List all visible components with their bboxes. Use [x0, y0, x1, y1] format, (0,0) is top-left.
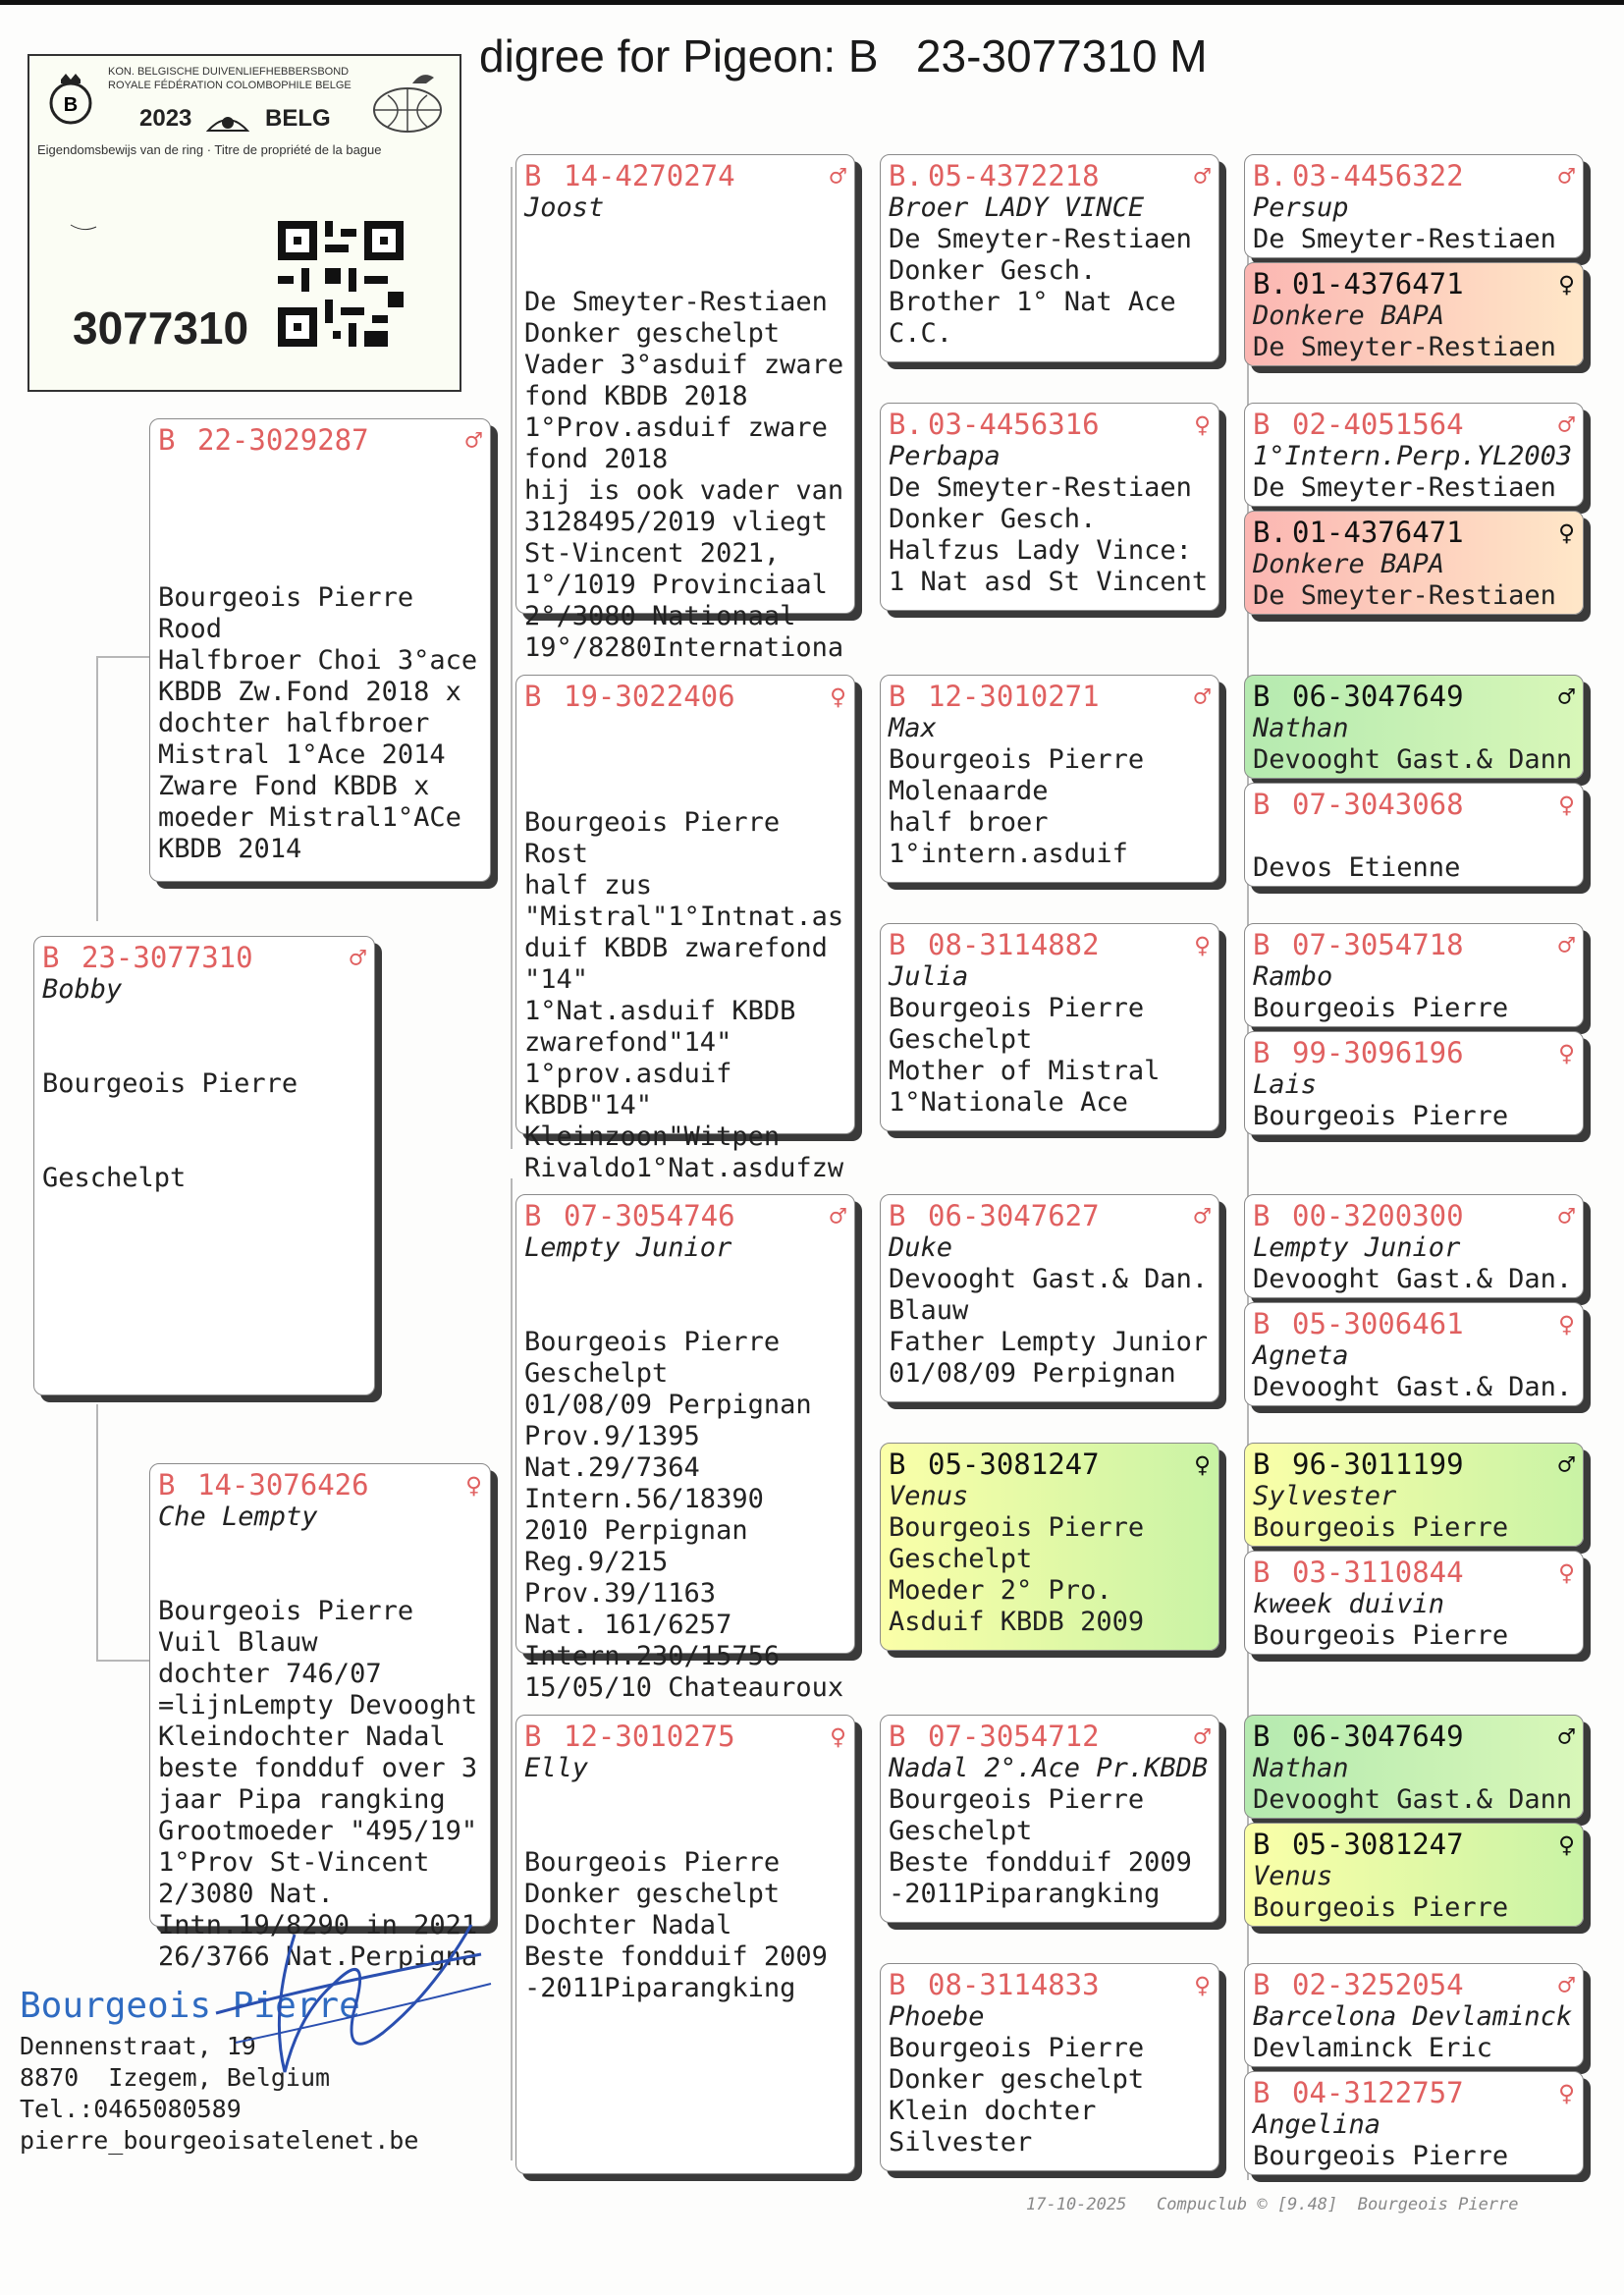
male-sex-icon: ♂ [830, 160, 846, 192]
card-header: B 04-3122757 ♀ [1253, 2076, 1575, 2109]
card-header: B 19-3022406 ♀ [524, 680, 846, 713]
ring-number: 07-3054712 [928, 1720, 1100, 1753]
card-header: B 03-3110844 ♀ [1253, 1556, 1575, 1589]
ring-number: 05-3081247 [928, 1448, 1100, 1481]
pigeon-name: Lempty Junior [524, 1232, 732, 1263]
card-header: B 07-3054746 ♂ [524, 1199, 846, 1232]
pigeon-card-mother [149, 1463, 491, 1972]
owner-email[interactable]: pierre_bourgeoisatelenet.be [20, 2126, 419, 2155]
footer-credits: 17-10-2025 Compuclub © [9.48] Bourgeois Pierre [1026, 2195, 1519, 2214]
federation-name-nl: KON. BELGISCHE DUIVENLIEFHEBBERSBOND [108, 66, 350, 78]
card-details: Bourgeois Pierre Geschelpt [42, 1068, 298, 1193]
pigeon-card-great-grandparent [880, 1194, 1219, 1402]
ring-number: 96-3011199 [1292, 1448, 1464, 1481]
pigeon-card-great-grandparent [880, 1715, 1219, 1923]
pigeon-card-ggg [1244, 1715, 1584, 1819]
pigeon-card-ggg [1244, 1302, 1584, 1406]
connector-line [96, 1404, 98, 1660]
connector-line [511, 1178, 513, 2160]
pigeon-card-ggg [1244, 154, 1584, 258]
card-header: B 08-3114833 ♀ [889, 1968, 1211, 2001]
pigeon-card-great-grandparent [880, 1443, 1219, 1651]
ring-number: 05-4372218 [928, 159, 1100, 192]
kbdb-logo-icon [41, 70, 100, 129]
svg-text:B: B [63, 94, 79, 116]
pigeon-owner: De Smeyter-Restiaen [1253, 472, 1556, 503]
pigeon-card-great-grandparent [880, 675, 1219, 883]
connector-line [96, 656, 98, 921]
pigeon-name: Nathan [1253, 1753, 1349, 1783]
male-sex-icon: ♂ [1194, 160, 1211, 192]
female-sex-icon: ♀ [1194, 1969, 1211, 2001]
pigeon-name: Bobby [42, 974, 123, 1005]
ring-year: 2023 [139, 105, 192, 132]
ring-number: 14-4270274 [564, 159, 735, 192]
card-header: B 99-3096196 ♀ [1253, 1036, 1575, 1069]
female-sex-icon: ♀ [1558, 268, 1575, 301]
card-header: B. 05-4372218 ♂ [889, 159, 1211, 192]
pigeon-owner: Devooght Gast.& Dan. [1253, 1372, 1573, 1402]
card-header: B 96-3011199 ♂ [1253, 1448, 1575, 1481]
ring-number: 07-3054718 [1292, 928, 1464, 961]
ring-number: 08-3114833 [928, 1968, 1100, 2001]
connector-line [96, 656, 149, 658]
card-header: B 07-3043068 ♀ [1253, 788, 1575, 821]
card-header: B 07-3054718 ♂ [1253, 928, 1575, 961]
ring-number: 07-3043068 [1292, 788, 1464, 821]
ring-number: 23-3077310 [81, 941, 253, 974]
pigeon-owner: Bourgeois Pierre [1253, 1101, 1509, 1131]
female-sex-icon: ♀ [1194, 1448, 1211, 1481]
pigeon-card-great-grandparent [880, 154, 1219, 362]
pigeon-card-father [149, 418, 491, 882]
male-sex-icon: ♂ [465, 424, 482, 457]
pigeon-name: Donkere BAPA [1253, 301, 1445, 331]
female-sex-icon: ♀ [1558, 2077, 1575, 2109]
pigeon-card-grandparent [515, 675, 855, 1183]
ring-number: 03-4456322 [1292, 159, 1464, 192]
female-sex-icon: ♀ [1558, 1829, 1575, 1861]
pigeon-card-great-grandparent [880, 1963, 1219, 2171]
male-sex-icon: ♂ [1558, 681, 1575, 713]
pigeon-owner: Devooght Gast.& Dann [1253, 1784, 1573, 1815]
pigeon-name: Persup [1253, 192, 1349, 223]
card-header: B 14-3076426 ♀ [158, 1468, 482, 1502]
female-sex-icon: ♀ [1558, 789, 1575, 821]
card-details: Devooght Gast.& Dan. Blauw Father Lempty Junior 01/08/09 Perpignan [889, 1264, 1209, 1389]
female-sex-icon: ♀ [1558, 1037, 1575, 1069]
pigeon-name: Che Lempty [158, 1502, 318, 1532]
pigeon-name: Lais [1253, 1069, 1318, 1100]
ring-certificate [27, 54, 461, 392]
pigeon-name: Phoebe [889, 2001, 985, 2032]
card-header: B. 03-4456322 ♂ [1253, 159, 1575, 192]
pigeon-card-subject [33, 936, 375, 1395]
pigeon-name: Angelina [1253, 2109, 1381, 2140]
card-header: B 02-3252054 ♂ [1253, 1968, 1575, 2001]
card-header: B 06-3047649 ♂ [1253, 1720, 1575, 1753]
pigeon-name [158, 457, 482, 488]
card-details: Bourgeois Pierre Rost half zus "Mistral"1°Intnat.as duif KBDB zwarefond "14" 1°Nat.asduif KBDB zwarefond"14" 1°prov.asduif KBDB"14" Kleinzoon"Witpen Rivaldo1°Nat.asdufzw [524, 807, 844, 1183]
card-details: Bourgeois Pierre Geschelpt Moeder 2° Pro. Asduif KBDB 2009 [889, 1512, 1145, 1637]
pigeon-card-ggg [1244, 1443, 1584, 1547]
pigeon-owner: Devooght Gast.& Dan. [1253, 1264, 1573, 1294]
pigeon-card-grandparent [515, 154, 855, 663]
pigeon-name: Nadal 2°.Ace Pr.KBDB [889, 1753, 1209, 1783]
owner-street: Dennenstraat, 19 [20, 2032, 256, 2060]
card-header: B 14-4270274 ♂ [524, 159, 846, 192]
female-sex-icon: ♀ [465, 1469, 482, 1502]
pigeon-card-ggg [1244, 675, 1584, 779]
ring-number: 02-4051564 [1292, 408, 1464, 441]
male-sex-icon: ♂ [1558, 1721, 1575, 1753]
female-sex-icon: ♀ [1558, 1557, 1575, 1589]
male-sex-icon: ♂ [1558, 1448, 1575, 1481]
female-sex-icon: ♀ [1194, 929, 1211, 961]
pigeon-name: Sylvester [1253, 1481, 1397, 1511]
ring-number: 08-3114882 [928, 928, 1100, 961]
pigeon-card-ggg [1244, 2071, 1584, 2175]
female-sex-icon: ♀ [830, 1721, 846, 1753]
card-details: Bourgeois Pierre Rood Halfbroer Choi 3°ace KBDB Zw.Fond 2018 x dochter halfbroer Mistral 1°Ace 2014 Zware Fond KBDB x moeder Mistral1°ACe KBDB 2014 [158, 582, 478, 864]
ring-number: 00-3200300 [1292, 1199, 1464, 1232]
ring-number: 12-3010271 [928, 680, 1100, 713]
card-details: Bourgeois Pierre Geschelpt Mother of Mistral 1°Nationale Ace [889, 993, 1161, 1118]
ring-number: 02-3252054 [1292, 1968, 1464, 2001]
ring-number: 06-3047649 [1292, 1720, 1464, 1753]
ring-number: 03-3110844 [1292, 1556, 1464, 1589]
pigeon-name: Venus [889, 1481, 969, 1511]
pigeon-name: Rambo [1253, 961, 1333, 992]
pigeon-card-great-grandparent [880, 403, 1219, 611]
crest-icon [204, 107, 251, 137]
owner-city: 8870 Izegem, Belgium [20, 2063, 331, 2092]
pigeon-name [1253, 821, 1575, 852]
card-details: De Smeyter-Restiaen Donker geschelpt Vader 3°asduif zware fond KBDB 2018 1°Prov.asduif zware fond 2018 hij is ook vader van 3128495/2019 vliegt St-Vincent 2021, 1°/1019 Provinciaal 2°/3080 Nationaal 19°/8280Internationa [524, 287, 844, 663]
pigeon-card-ggg [1244, 923, 1584, 1027]
female-sex-icon: ♀ [830, 681, 846, 713]
card-details: De Smeyter-Restiaen Donker Gesch. Halfzus Lady Vince: 1 Nat asd St Vincent [889, 472, 1209, 597]
ring-number: 07-3054746 [564, 1199, 735, 1232]
ring-number: 06-3047649 [1292, 680, 1464, 713]
card-header: B 05-3081247 ♀ [1253, 1828, 1575, 1861]
pigeon-name: Joost [524, 192, 605, 223]
female-sex-icon: ♀ [1558, 517, 1575, 549]
card-header: B 06-3047649 ♂ [1253, 680, 1575, 713]
ownership-text: Eigendomsbewijs van de ring · Titre de propriété de la bague [37, 142, 382, 157]
pigeon-owner: Bourgeois Pierre [1253, 1620, 1509, 1651]
pigeon-owner: Bourgeois Pierre [1253, 2141, 1509, 2171]
card-header: B 06-3047627 ♂ [889, 1199, 1211, 1232]
ring-number: 03-4456316 [928, 408, 1100, 441]
owner-phone: Tel.:0465080589 [20, 2095, 242, 2123]
card-details: Bourgeois Pierre Geschelpt 01/08/09 Perpignan Prov.9/1395 Nat.29/7364 Intern.56/18390 2010 Perpignan Reg.9/215 Prov.39/1163 Nat. 161/6257 Intern.230/15756 15/05/10 Chateauroux [524, 1327, 844, 1703]
card-header: B 08-3114882 ♀ [889, 928, 1211, 961]
pigeon-owner: De Smeyter-Restiaen [1253, 332, 1556, 362]
card-header: B 23-3077310 ♂ [42, 941, 366, 974]
pigeon-card-ggg [1244, 1823, 1584, 1927]
female-sex-icon: ♀ [1194, 409, 1211, 441]
card-header: B 00-3200300 ♂ [1253, 1199, 1575, 1232]
male-sex-icon: ♂ [1194, 1721, 1211, 1753]
pigeon-name: Duke [889, 1232, 953, 1263]
ring-number: 19-3022406 [564, 680, 735, 713]
card-details: Bourgeois Pierre Donker geschelpt Klein dochter Silvester [889, 2033, 1145, 2158]
pigeon-card-ggg [1244, 1031, 1584, 1135]
pigeon-card-ggg [1244, 1963, 1584, 2067]
signature-icon [177, 1866, 501, 2111]
pigeon-name: kweek duivin [1253, 1589, 1445, 1619]
ring-country: BELG [265, 105, 331, 132]
male-sex-icon: ♂ [1558, 929, 1575, 961]
pigeon-card-grandparent [515, 1715, 855, 2174]
connector-line [511, 167, 513, 1149]
pigeon-owner: Bourgeois Pierre [1253, 993, 1509, 1023]
ring-number: 05-3006461 [1292, 1307, 1464, 1340]
pigeon-card-great-grandparent [880, 923, 1219, 1131]
male-sex-icon: ♂ [830, 1200, 846, 1232]
pigeon-owner: De Smeyter-Restiaen [1253, 580, 1556, 611]
pigeon-card-ggg [1244, 1551, 1584, 1655]
pigeon-owner: Devooght Gast.& Dann [1253, 744, 1573, 775]
pigeon-owner: Bourgeois Pierre [1253, 1892, 1509, 1923]
card-details: Bourgeois Pierre Vuil Blauw dochter 746/07 =lijnLempty Devooght Kleindochter Nadal beste fondduf over 3 jaar Pipa rangking Grootmoeder "495/19" 1°Prov St-Vincent 2/3080 Nat. Intn.19/8290 in 2021 26/3766 Nat.Perpigna [158, 1596, 478, 1972]
ring-number: 05-3081247 [1292, 1828, 1464, 1861]
card-header: B 02-4051564 ♂ [1253, 408, 1575, 441]
pigeon-name [524, 713, 846, 744]
pigeon-card-ggg [1244, 262, 1584, 366]
pigeon-card-ggg [1244, 403, 1584, 507]
federation-name-fr: ROYALE FÉDÉRATION COLOMBOPHILE BELGE [108, 80, 352, 91]
card-header: B 07-3054712 ♂ [889, 1720, 1211, 1753]
pigeon-owner: Bourgeois Pierre [1253, 1512, 1509, 1543]
male-sex-icon: ♂ [350, 942, 366, 974]
mark-icon [69, 223, 98, 233]
pigeon-card-ggg [1244, 511, 1584, 615]
card-header: B 22-3029287 ♂ [158, 423, 482, 457]
pigeon-name: Julia [889, 961, 969, 992]
card-details: De Smeyter-Restiaen Donker Gesch. Brother 1° Nat Ace C.C. [889, 224, 1192, 349]
card-header: B 05-3006461 ♀ [1253, 1307, 1575, 1340]
owner-name: Bourgeois Pierre [20, 1986, 360, 2026]
card-header: B. 01-4376471 ♀ [1253, 267, 1575, 301]
card-header: B 12-3010275 ♀ [524, 1720, 846, 1753]
top-border [0, 0, 1624, 5]
pigeon-name: 1°Intern.Perp.YL2003 [1253, 441, 1573, 471]
male-sex-icon: ♂ [1558, 1969, 1575, 2001]
pigeon-name: Donkere BAPA [1253, 549, 1445, 579]
ring-number: 12-3010275 [564, 1720, 735, 1753]
card-header: B. 03-4456316 ♀ [889, 408, 1211, 441]
page-title: digree for Pigeon: B 23-3077310 M [479, 30, 1208, 82]
male-sex-icon: ♂ [1194, 681, 1211, 713]
pigeon-name: Venus [1253, 1861, 1333, 1891]
female-sex-icon: ♀ [1558, 1308, 1575, 1340]
male-sex-icon: ♂ [1558, 409, 1575, 441]
ring-number: 06-3047627 [928, 1199, 1100, 1232]
male-sex-icon: ♂ [1194, 1200, 1211, 1232]
ring-number: 3077310 [73, 302, 249, 354]
connector-line [96, 1660, 149, 1662]
ring-number: 14-3076426 [197, 1468, 369, 1502]
pigeon-owner: Devlaminck Eric [1253, 2033, 1492, 2063]
pigeon-name: Elly [524, 1753, 589, 1783]
pigeon-owner: De Smeyter-Restiaen [1253, 224, 1556, 254]
pigeon-name: Max [889, 713, 937, 743]
pigeon-name: Barcelona Devlaminck [1253, 2001, 1573, 2032]
pigeon-name: Agneta [1253, 1340, 1349, 1371]
pigeon-card-grandparent [515, 1194, 855, 1703]
ring-number: 01-4376471 [1292, 516, 1464, 549]
pigeon-name: Broer LADY VINCE [889, 192, 1145, 223]
male-sex-icon: ♂ [1558, 1200, 1575, 1232]
male-sex-icon: ♂ [1558, 160, 1575, 192]
pigeon-name: Nathan [1253, 713, 1349, 743]
pigeon-name: Perbapa [889, 441, 1001, 471]
card-header: B 05-3081247 ♀ [889, 1448, 1211, 1481]
ring-number: 99-3096196 [1292, 1036, 1464, 1069]
card-header: B. 01-4376471 ♀ [1253, 516, 1575, 549]
card-details: Bourgeois Pierre Donker geschelpt Dochter Nadal Beste fondduif 2009 -2011Piparangking [524, 1847, 828, 2003]
pigeon-card-ggg [1244, 783, 1584, 887]
ring-number: 22-3029287 [197, 423, 369, 457]
card-header: B 12-3010271 ♂ [889, 680, 1211, 713]
ring-number: 01-4376471 [1292, 267, 1464, 301]
card-details: Bourgeois Pierre Geschelpt Beste fondduif 2009 -2011Piparangking [889, 1784, 1192, 1909]
qr-code-icon [278, 221, 404, 347]
pigeon-globe-logo-icon [363, 66, 452, 135]
pigeon-card-ggg [1244, 1194, 1584, 1298]
card-details: Bourgeois Pierre Molenaarde half broer 1°intern.asduif [889, 744, 1145, 869]
pigeon-owner: Devos Etienne [1253, 852, 1461, 883]
ring-number: 04-3122757 [1292, 2076, 1464, 2109]
pigeon-name: Lempty Junior [1253, 1232, 1461, 1263]
